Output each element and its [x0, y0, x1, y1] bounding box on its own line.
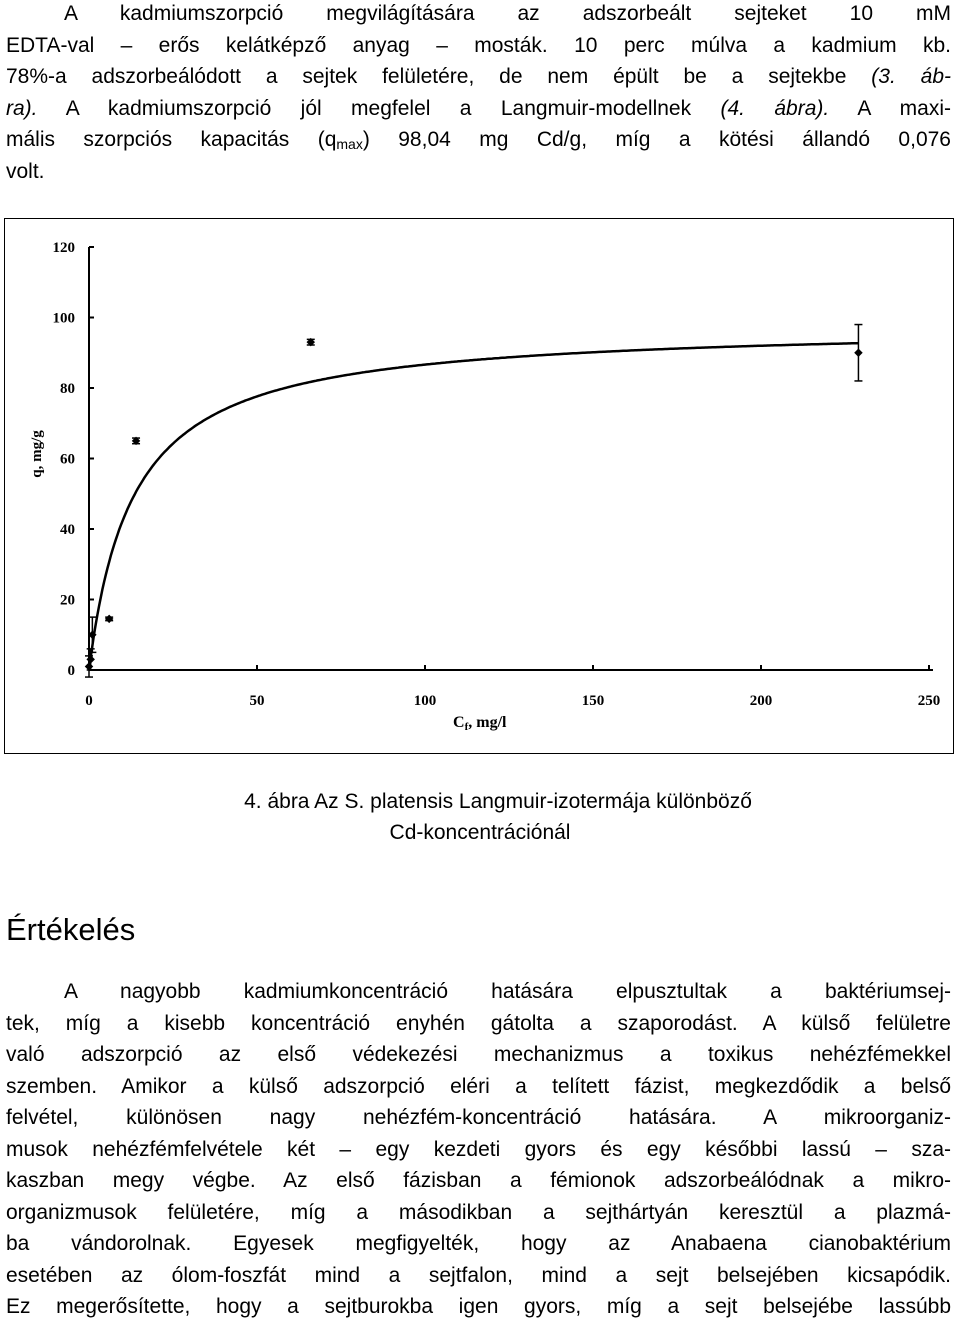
figure-ref: ra).: [6, 96, 38, 120]
x-tick-label: 50: [249, 693, 265, 709]
evaluation-line: esetében az ólom-foszfát mind a sejtfalon, mind a sejt belsejében kicsapódik.: [6, 1263, 951, 1287]
point-marker: [105, 615, 113, 623]
evaluation-line: organizmusok felületére, míg a másodikban a sejthártyán keresztül a plazmá-: [6, 1200, 951, 1224]
data-point: [307, 338, 315, 346]
intro-line: EDTA-val – erős kelátképző anyag – mosták. 10 perc múlva a kadmium kb.: [6, 33, 951, 57]
intro-line: [6, 61, 951, 93]
intro-text: mális szorpciós kapacitás (q: [6, 128, 337, 151]
x-tick-label: 250: [917, 693, 941, 709]
y-tick-label: 40: [60, 522, 75, 538]
y-tick-label: 120: [52, 240, 75, 256]
chart-ticks: [53, 240, 941, 709]
evaluation-line: ba vándorolnak. Egyesek megfigyelték, hogy az Anabaena cianobaktérium: [6, 1232, 951, 1255]
figure-caption-line2: Cd-koncentrációnál: [389, 821, 571, 844]
y-tick-label: 20: [60, 592, 75, 609]
langmuir-fit-curve: [89, 343, 858, 670]
evaluation-line: való adszorpció az első védekezési mechanizmus a toxikus nehézfémekkel: [6, 1043, 951, 1066]
langmuir-chart-frame: [4, 218, 954, 754]
x-tick-label: 200: [749, 693, 773, 709]
chart-points: [85, 325, 863, 678]
y-tick-label: 100: [52, 310, 75, 327]
intro-text: ) 98,04 mg Cd/g, míg a kötési állandó 0,076: [362, 128, 951, 151]
figure-caption-line1: 4. ábra Az S. platensis Langmuir-izotermája különböző: [244, 790, 752, 813]
figure-ref: (3. áb-: [871, 65, 951, 88]
intro-text: A maxi-: [829, 96, 951, 120]
point-marker: [854, 349, 862, 357]
evaluation-line: szemben. Amikor a külső adszorpció eléri a telített fázist, megkezdődik a belső: [6, 1074, 951, 1098]
intro-line: [6, 124, 951, 156]
evaluation-line: musok nehézfémfelvétele két – egy kezdeti gyors és egy későbbi lassú – sza-: [6, 1137, 951, 1161]
x-axis-label: Cf, mg/l: [453, 714, 507, 733]
evaluation-line: kaszban megy végbe. Az első fázisban a fémionok adszorbeálódnak a mikro-: [6, 1169, 951, 1192]
x-tick-label: 150: [581, 693, 605, 709]
evaluation-line: A nagyobb kadmiumkoncentráció hatására elpusztultak a baktériumsej-: [64, 980, 951, 1003]
data-point: [854, 325, 862, 381]
qmax-subscript: max: [336, 136, 363, 152]
evaluation-line: tek, míg a kisebb koncentráció enyhén gátolta a szaporodást. A külső felületre: [6, 1011, 951, 1035]
y-tick-label: 60: [60, 451, 75, 468]
langmuir-chart: [5, 219, 953, 753]
evaluation-line: felvétel, különösen nagy nehézfém-koncentráció hatására. A mikroorganiz-: [6, 1106, 951, 1129]
x-tick-label: 0: [85, 693, 93, 709]
figure-ref: (4. ábra).: [720, 96, 830, 120]
intro-line: [6, 93, 951, 125]
data-point: [132, 437, 140, 445]
intro-line: A kadmiumszorpció megvilágítására az adszorbeált sejteket 10 mM: [64, 2, 951, 25]
evaluation-paragraph: [6, 976, 951, 1323]
y-tick-label: 0: [67, 663, 75, 679]
intro-paragraph: [6, 0, 951, 187]
intro-text: 78%-a adszorbeálódott a sejtek felületére, de nem épült be a sejtekbe: [6, 65, 872, 88]
chart-axes: [89, 247, 933, 670]
x-tick-label: 100: [413, 693, 437, 709]
y-axis-label: q, mg/g: [29, 430, 45, 478]
intro-text: A kadmiumszorpció jól megfelel a Langmuir-modellnek: [37, 96, 721, 120]
evaluation-line: Ez megerősítette, hogy a sejtburokba igen gyors, míg a sejt belsejébe lassúbb: [6, 1295, 951, 1318]
data-point: [105, 615, 113, 623]
y-tick-label: 80: [60, 381, 75, 397]
section-heading: Értékelés: [6, 912, 136, 947]
intro-line: volt.: [6, 159, 45, 183]
